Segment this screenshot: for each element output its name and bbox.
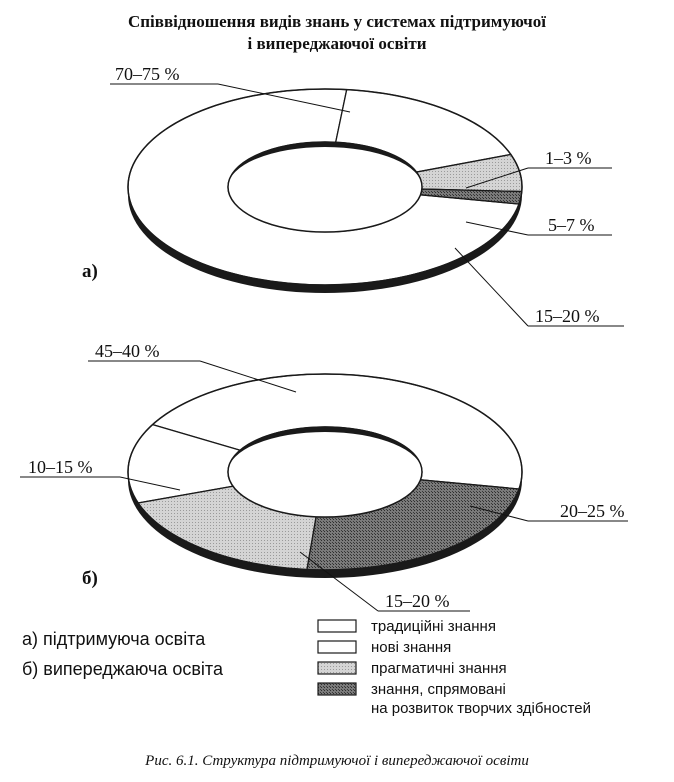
leader-line-new	[455, 248, 528, 326]
chart-title-line-2: і випереджаючої освіти	[247, 34, 427, 53]
legend-swatch-pragmatic	[318, 662, 356, 674]
data-label-creative: 20–25 %	[560, 501, 625, 521]
legend-label-new: нові знання	[371, 639, 452, 656]
donut-chart-a	[110, 64, 624, 326]
legend-label-creative: знання, спрямовані	[371, 681, 506, 698]
chart-title-line-1: Співвідношення видів знань у системах підтримуючої	[127, 12, 547, 31]
legend	[318, 618, 591, 717]
legend-swatch-traditional	[318, 620, 356, 632]
legend-swatch-creative	[318, 683, 356, 695]
legend-label-traditional: традиційні знання	[371, 618, 496, 635]
legend-label-pragmatic: прагматичні знання	[371, 660, 507, 677]
note-advanced-education: б) випереджаюча освіта	[22, 659, 223, 679]
panel-label-a: а)	[82, 261, 98, 282]
data-label-traditional: 70–75 %	[115, 64, 180, 84]
donut-chart-b	[20, 341, 628, 611]
data-label-creative: 1–3 %	[545, 148, 592, 168]
data-label-pragmatic: 15–20 %	[385, 591, 450, 611]
data-label-new: 15–20 %	[535, 306, 600, 326]
note-supporting-education: а) підтримуюча освіта	[22, 629, 206, 649]
data-label-traditional: 45–40 %	[95, 341, 160, 361]
legend-label-creative: на розвиток творчих здібностей	[371, 700, 591, 717]
panel-label-b: б)	[82, 568, 98, 589]
figure-caption: Рис. 6.1. Структура підтримуючої і випереджаючої освіти	[145, 753, 529, 769]
legend-swatch-new	[318, 641, 356, 653]
data-label-pragmatic: 5–7 %	[548, 215, 595, 235]
data-label-new: 10–15 %	[28, 457, 93, 477]
